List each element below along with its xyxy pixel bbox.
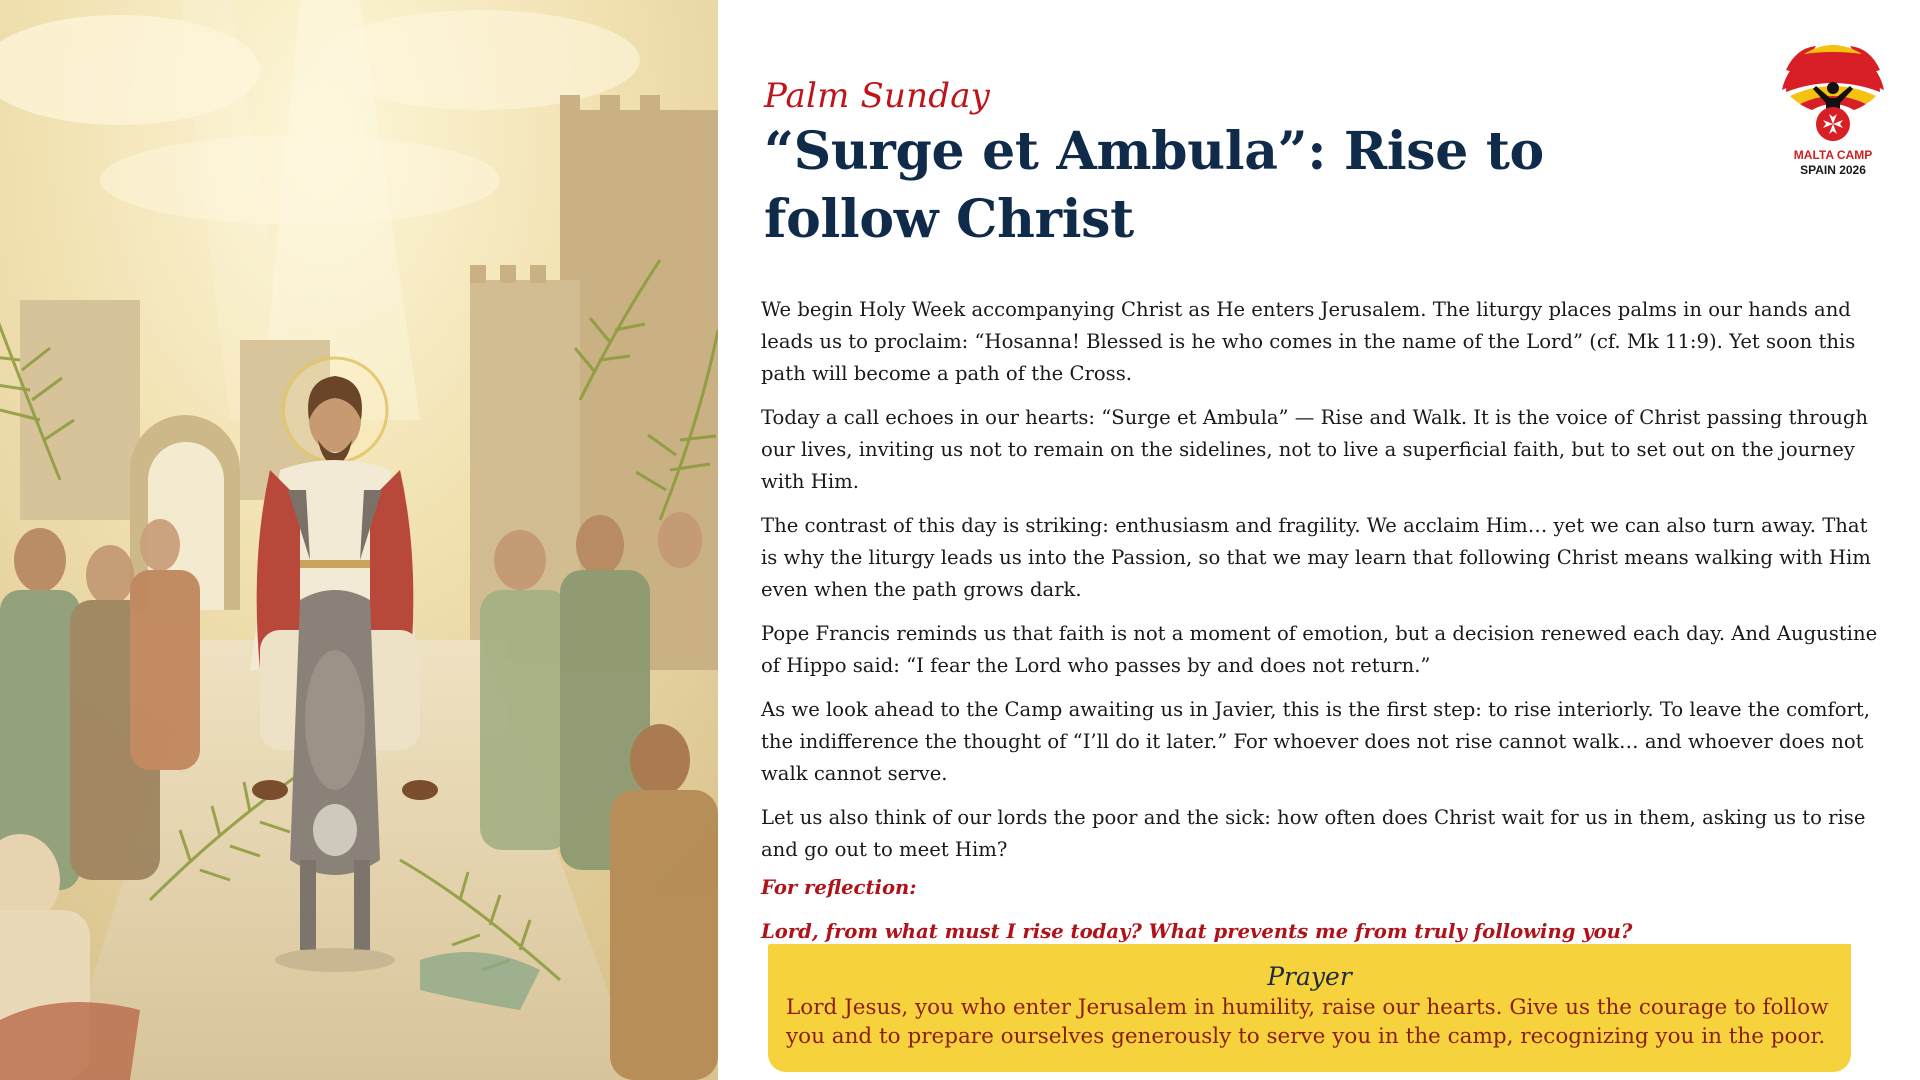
logo-line-2: SPAIN 2026 <box>1800 163 1866 177</box>
reflection-label: For reflection: <box>761 876 917 899</box>
prayer-text: Lord Jesus, you who enter Jerusalem in humility, raise our hearts. Give us the courage to follow you and to prepare ourselves generously to serve you in the camp, recognizing you in the poor. <box>786 995 1829 1049</box>
content-panel <box>718 0 1920 1080</box>
reflection-question: Lord, from what must I rise today? What prevents me from truly following you? <box>761 920 1633 943</box>
paragraph: Pope Francis reminds us that faith is not a moment of emotion, but a decision renewed each day. And Augustine of Hippo said: “I fear the Lord who passes by and does not return.” <box>761 622 1878 677</box>
page-title: “Surge et Ambula”: Rise to follow Christ <box>764 121 1544 250</box>
page-eyebrow: Palm Sunday <box>764 76 991 116</box>
malta-camp-logo <box>1776 40 1890 180</box>
paragraph: As we look ahead to the Camp awaiting us in Javier, this is the first step: to rise interiorly. To leave the comfort, the indifference the thought of “I’ll do it later.” For whoever does not rise cannot walk… and whoever does not walk cannot serve. <box>761 698 1871 785</box>
logo-line-1: MALTA CAMP <box>1793 148 1873 162</box>
body-text <box>761 294 1881 960</box>
paragraph: The contrast of this day is striking: enthusiasm and fragility. We acclaim Him… yet we can also turn away. That is why the liturgy leads us into the Passion, so that we may learn that following Christ means walking with Him even when the path grows dark. <box>761 514 1871 601</box>
fan-emblem-icon <box>1776 40 1890 148</box>
palm-sunday-illustration <box>0 0 718 1080</box>
paragraph: Let us also think of our lords the poor and the sick: how often does Christ wait for us in them, asking us to rise and go out to meet Him? <box>761 806 1866 861</box>
prayer-box <box>768 944 1851 1072</box>
paragraph: Today a call echoes in our hearts: “Surge et Ambula” — Rise and Walk. It is the voice of Christ passing through our lives, inviting us not to remain on the sidelines, not to live a superficial faith, but to set out on the journey with Him. <box>761 406 1869 493</box>
prayer-title: Prayer <box>1267 962 1352 991</box>
paragraph: We begin Holy Week accompanying Christ as He enters Jerusalem. The liturgy places palms in our hands and leads us to proclaim: “Hosanna! Blessed is he who comes in the name of the Lord” (cf. Mk 11:9). Yet soon this path will become a path of the Cross. <box>761 298 1856 385</box>
